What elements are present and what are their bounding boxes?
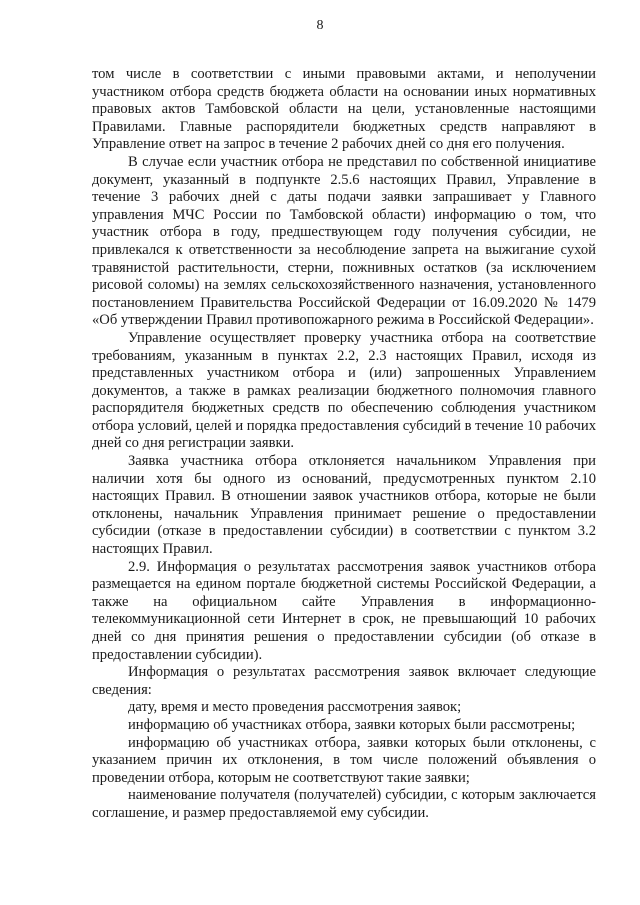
paragraph-continuation: том числе в соответствии с иными правовыми актами, и неполучении участником отбора средств бюджета области на основании иных нормативных правовых актов Тамбовской области на цели, установленные настоящими Правилами. Главные распорядители бюджетных средств направляют в Управление ответ на запрос в течение 2 рабочих дней со дня его получения. — [92, 66, 596, 153]
list-item-reviewed: информацию об участниках отбора, заявки которых были рассмотрены; — [128, 716, 576, 733]
document-body — [92, 66, 596, 823]
page-number: 8 — [316, 18, 324, 33]
list-item-date: дату, время и место проведения рассмотрения заявок; — [128, 699, 462, 716]
paragraph-2-9: 2.9. Информация о результатах рассмотрения заявок участников отбора размещается на едином портале бюджетной системы Российской Федерации, а также на официальном сайте Управления в информационно-телекоммуникационной сети Интернет в срок, не превышающий 10 рабочих дней со дня принятия решения о предоставлении субсидии (об отказе в предоставлении субсидии). — [92, 558, 596, 663]
list-item-recipient: наименование получателя (получателей) субсидии, с которым заключается соглашение, и размер предоставляемой ему субсидии. — [92, 787, 596, 821]
paragraph-verification: Управление осуществляет проверку участника отбора на соответствие требованиям, указанным в пунктах 2.2, 2.3 настоящих Правил, исходя из представленных участником отбора и (или) запрошенных Управлением документов, а также в рамках реализации бюджетного полномочия главного распорядителя бюджетных средств по обеспечению соблюдения участником отбора условий, целей и порядка предоставления субсидий в течение 10 рабочих дней со дня регистрации заявки. — [92, 329, 596, 452]
paragraph-info-includes: Информация о результатах рассмотрения заявок включает следующие сведения: — [92, 664, 596, 698]
paragraph-rejection: Заявка участника отбора отклоняется начальником Управления при наличии хотя бы одного из оснований, предусмотренных пунктом 2.10 настоящих Правил. В отношении заявок участников отбора, которые не были отклонены, начальник Управления принимает решение о предоставлении субсидии (отказе в предоставлении субсидии) в соответствии с пунктом 3.2 настоящих Правил. — [92, 453, 596, 558]
paragraph-mchs-request: В случае если участник отбора не представил по собственной инициативе документ, указанный в подпункте 2.5.6 настоящих Правил, Управление в течение 3 рабочих дней с даты подачи заявки запрашивает у Главного управления МЧС России по Тамбовской области) информацию о том, что участник отбора в году, предшествующем году получения субсидии, не привлекался к ответственности за несоблюдение запрета на выжигание сухой травянистой растительности, стерни, пожнивных остатков (за исключением рисовой соломы) на землях сельскохозяйственного назначения, установленного постановлением Правительства Российской Федерации от 16.09.2020 № 1479 «Об утверждении Правил противопожарного режима в Российской Федерации». — [92, 153, 596, 329]
list-item-rejected: информацию об участниках отбора, заявки которых были отклонены, с указанием причин их отклонения, в том числе положений объявления о проведении отбора, которым не соответствуют такие заявки; — [92, 734, 596, 786]
